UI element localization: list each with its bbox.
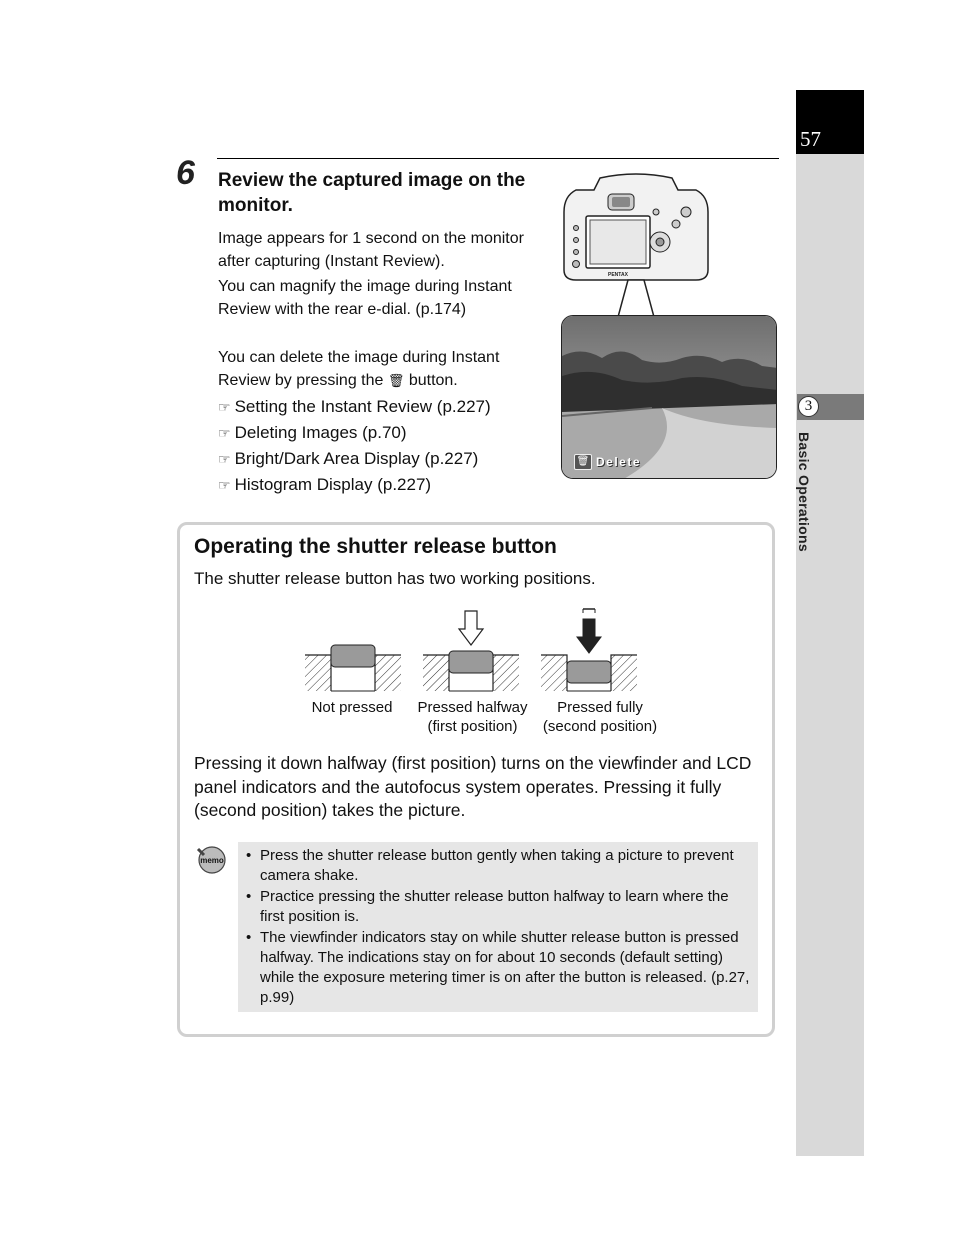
delete-label: Delete: [596, 455, 642, 469]
reference-link[interactable]: ☞ Setting the Instant Review (p.227): [218, 397, 491, 416]
memo-list: [246, 846, 754, 1009]
pointing-hand-icon: ☞: [218, 451, 231, 467]
step-divider: [217, 158, 779, 159]
pointing-hand-icon: ☞: [218, 399, 231, 415]
position-caption: Pressed halfway (first position): [417, 699, 528, 735]
reference-link[interactable]: ☞ Deleting Images (p.70): [218, 423, 407, 442]
trash-icon: 🗑: [574, 454, 592, 470]
button-pressed-halfway: [423, 611, 519, 691]
delete-text-after: button.: [404, 372, 458, 389]
reference-link[interactable]: ☞ Bright/Dark Area Display (p.227): [218, 449, 479, 468]
pointing-hand-icon: ☞: [218, 477, 231, 493]
step-paragraph: You can magnify the image during Instant Review with the rear e-dial. (p.174): [218, 278, 512, 318]
section-title: Operating the shutter release button: [194, 535, 557, 558]
position-caption: Not pressed: [311, 699, 393, 716]
step-number: 6: [176, 154, 195, 192]
position-caption: Pressed fully (second position): [542, 699, 658, 735]
memo-item: • The viewfinder indicators stay on while shutter release button is pressed halfway. The indications stay on for about 10 seconds (default setting) while the exposure metering timer is on after the button is released. (p.27, p.99): [246, 928, 754, 1008]
arrow-outline-icon: [459, 611, 483, 645]
section-body: Pressing it down halfway (first position) turns on the viewfinder and LCD panel indicators and the autofocus system operates. Pressing it fully (second position) takes the picture.: [194, 753, 752, 820]
delete-text-before: You can delete the image during Instant Review by pressing the: [218, 349, 500, 389]
delete-badge: [574, 454, 641, 470]
memo-icon: [194, 843, 228, 875]
side-tab-strip: [796, 90, 864, 1156]
delete-instruction: [218, 346, 538, 392]
page-number: 57: [800, 127, 821, 151]
arrow-solid-icon: [577, 619, 601, 653]
chapter-number: 3: [798, 396, 819, 417]
memo-item: • Press the shutter release button gently when taking a picture to prevent camera shake.: [246, 846, 754, 886]
reference-link[interactable]: ☞ Histogram Display (p.227): [218, 475, 432, 494]
step-heading: Review the captured image on the monitor.: [218, 170, 526, 216]
chapter-title: Basic Operations: [796, 432, 812, 552]
shutter-positions-diagram: [300, 605, 645, 697]
pointing-hand-icon: ☞: [218, 425, 231, 441]
camera-back-illustration: [556, 172, 716, 322]
button-not-pressed: [305, 645, 401, 691]
memo-item: • Practice pressing the shutter release button halfway to learn where the first position is.: [246, 887, 754, 927]
svg-text:memo: memo: [200, 856, 224, 865]
section-intro: The shutter release button has two working positions.: [194, 569, 596, 588]
step-paragraph: Image appears for 1 second on the monitor after capturing (Instant Review).: [218, 230, 524, 270]
button-pressed-fully: [541, 609, 637, 691]
camera-brand: PENTAX: [608, 272, 628, 278]
trash-icon: 🗑: [387, 373, 405, 388]
